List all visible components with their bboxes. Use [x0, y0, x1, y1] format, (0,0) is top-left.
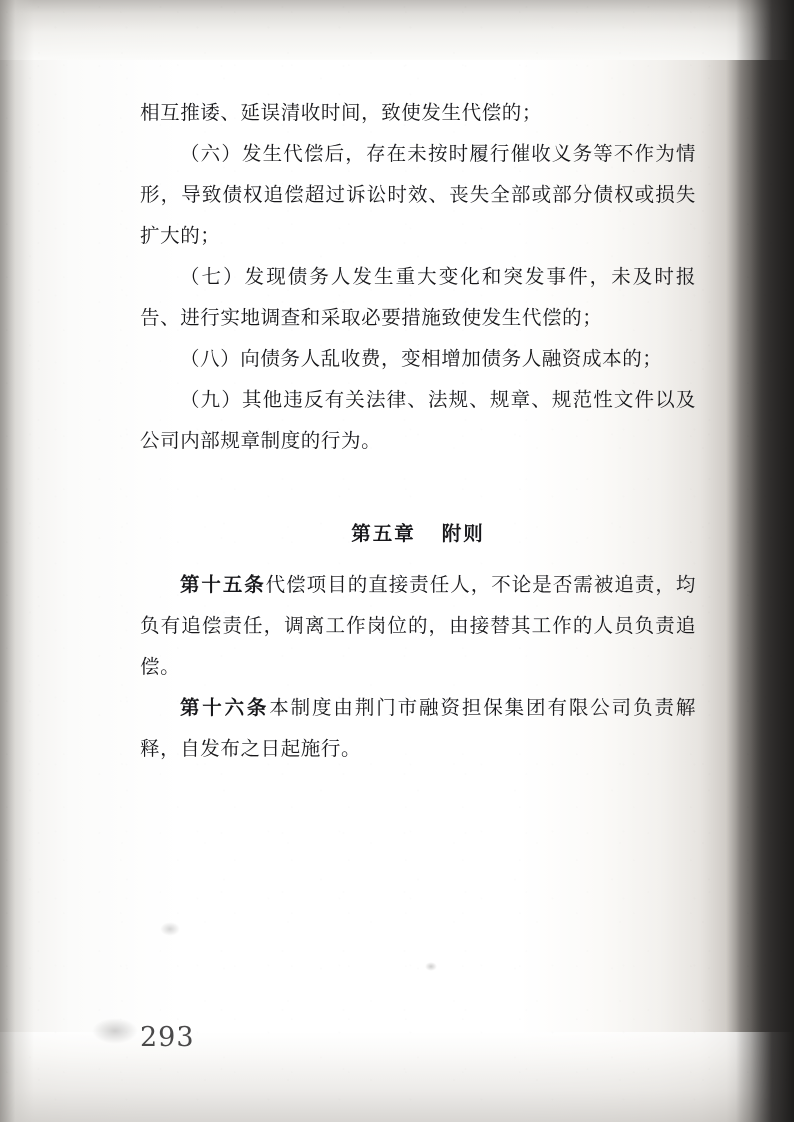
article-16-text: 本制度由荆门市融资担保集团有限公司负责解释，自发布之日起施行。 — [140, 696, 696, 760]
page-top-shadow — [0, 0, 794, 60]
page-bottom-shadow — [0, 1032, 794, 1122]
article-16-number: 第十六条 — [180, 696, 270, 719]
book-spine-shadow — [736, 0, 794, 1122]
page-number: 293 — [140, 1022, 195, 1053]
list-item-7: （七）发现债务人发生重大变化和突发事件，未及时报告、进行实地调查和采取必要措施致使发生代偿的； — [140, 265, 696, 329]
page-left-edge-shadow — [0, 0, 34, 1122]
chapter-label: 第五章 — [351, 522, 416, 545]
article-15 — [140, 564, 696, 687]
paragraph-continued: 相互推诿、延误清收时间，致使发生代偿的； — [140, 101, 543, 124]
document-body — [140, 92, 696, 769]
list-item-8: （八）向债务人乱收费，变相增加债务人融资成本的； — [180, 347, 663, 370]
chapter-title: 附则 — [441, 522, 485, 545]
article-16 — [140, 687, 696, 769]
list-item-9: （九）其他违反有关法律、法规、规章、规范性文件以及公司内部规章制度的行为。 — [140, 388, 696, 452]
list-item-6: （六）发生代偿后，存在未按时履行催收义务等不作为情形，导致债权追偿超过诉讼时效、丧失全部或部分债权或损失扩大的； — [140, 142, 696, 247]
article-15-number: 第十五条 — [180, 573, 266, 596]
chapter-heading — [140, 513, 696, 554]
article-15-text: 代偿项目的直接责任人，不论是否需被追责，均负有追偿责任，调离工作岗位的，由接替其工作的人员负责追偿。 — [140, 573, 696, 678]
